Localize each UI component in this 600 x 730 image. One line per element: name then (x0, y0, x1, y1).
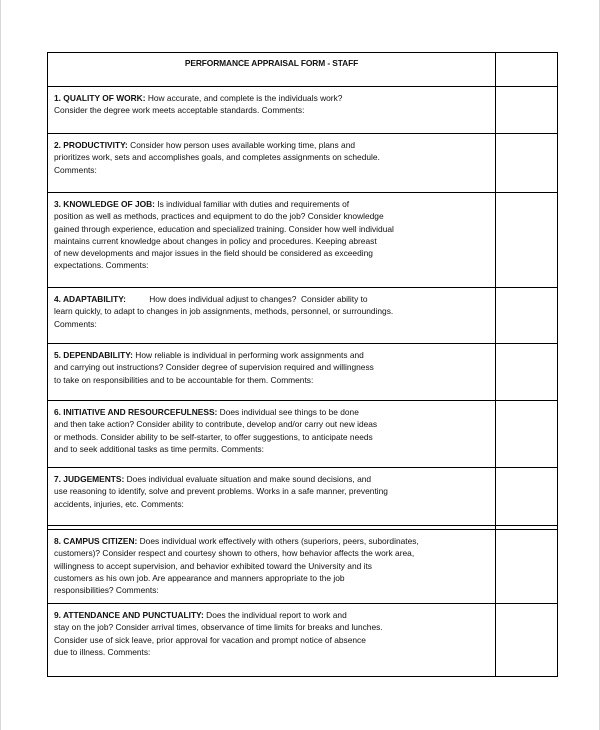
section-cell (48, 134, 496, 193)
section-heading: 6. INITIATIVE AND RESOURCEFULNESS: (54, 407, 218, 417)
section-text-line: to take on responsibilities and to be accountable for them. Comments: (54, 374, 314, 385)
section-text-line: Does individual evaluate situation and make sound decisions, and (124, 474, 372, 484)
rating-cell[interactable] (496, 134, 558, 193)
section-text-line: How does individual adjust to changes? Consider ability to (125, 294, 368, 304)
section-productivity (48, 134, 495, 176)
section-row (48, 530, 558, 604)
section-text-line: and carrying out instructions? Consider degree of supervision required and willingness (54, 362, 374, 373)
section-text-line: and to seek additional tasks as time permits. Comments: (54, 443, 264, 454)
section-judgements (48, 468, 495, 510)
section-row (48, 134, 558, 193)
section-text-line: accidents, injuries, etc. Comments: (54, 498, 184, 509)
section-initiative (48, 401, 495, 455)
section-text-line: Does individual see things to be done (217, 407, 359, 417)
rating-cell[interactable] (496, 344, 558, 401)
section-heading: 7. JUDGEMENTS: (54, 474, 125, 484)
section-cell (48, 288, 496, 344)
rating-cell[interactable] (496, 468, 558, 526)
section-heading: 5. DEPENDABILITY: (54, 350, 133, 360)
section-row (48, 604, 558, 677)
section-heading: 2. PRODUCTIVITY: (54, 140, 128, 150)
section-text-line: How accurate, and complete is the individuals work? (145, 93, 343, 103)
section-text-line: responsibilities? Comments: (54, 585, 159, 596)
section-cell (48, 344, 496, 401)
rating-cell[interactable] (496, 530, 558, 604)
title-cell (48, 53, 496, 87)
section-text-line: prioritizes work, sets and accomplishes goals, and completes assignments on schedule. (54, 152, 380, 163)
section-text-line: due to illness. Comments: (54, 646, 151, 657)
section-text-line: of new developments and major issues in the field should be considered as exceeding (54, 248, 373, 259)
section-text-line: stay on the job? Consider arrival times, observance of time limits for breaks and lunches. (54, 622, 383, 633)
section-heading: 8. CAMPUS CITIZEN: (54, 536, 138, 546)
page-edge-left (0, 0, 1, 730)
section-heading: 9. ATTENDANCE AND PUNCTUALITY: (54, 610, 204, 620)
section-knowledge-of-job (48, 193, 495, 272)
section-attendance (48, 604, 495, 658)
section-row (48, 87, 558, 134)
section-row (48, 193, 558, 288)
rating-cell[interactable] (496, 193, 558, 288)
section-text-line: Does the individual report to work and (203, 610, 347, 620)
section-text-line: Consider the degree work meets acceptable standards. Comments: (54, 105, 305, 116)
section-text-line: learn quickly, to adapt to changes in job assignments, methods, personnel, or surroundings. (54, 306, 394, 317)
section-text-line: Consider use of sick leave, prior approval for vacation and prompt notice of absence (54, 634, 366, 645)
rating-cell[interactable] (496, 401, 558, 468)
appraisal-form-table (47, 52, 558, 677)
rating-cell[interactable] (496, 288, 558, 344)
section-dependability (48, 344, 495, 386)
section-text-line: gained through experience, education and specialized training. Consider how well individual (54, 223, 394, 234)
title-row (48, 53, 558, 87)
section-text-line: Comments: (54, 318, 97, 329)
section-heading: 3. KNOWLEDGE OF JOB: (54, 199, 155, 209)
section-text-line: Does individual work effectively with others (superiors, peers, subordinates, (137, 536, 419, 546)
section-text-line: Comments: (54, 164, 97, 175)
section-text-line: use reasoning to identify, solve and prevent problems. Works in a safe manner, preventing (54, 486, 388, 497)
section-cell (48, 468, 496, 526)
section-text-line: Is individual familiar with duties and requirements of (154, 199, 350, 209)
section-heading: 4. ADAPTABILITY: (54, 294, 126, 304)
section-text-line: Consider how person uses available working time, plans and (127, 140, 356, 150)
section-text-line: customers)? Consider respect and courtesy shown to others, how behavior affects the work area, (54, 548, 415, 559)
section-text-line: expectations. Comments: (54, 260, 149, 271)
rating-cell[interactable] (496, 53, 558, 87)
section-row (48, 344, 558, 401)
section-text-line: willingness to accept supervision, and behavior exhibited toward the University and its (54, 560, 372, 571)
section-row (48, 468, 558, 526)
section-cell (48, 193, 496, 288)
section-text-line: and then take action? Consider ability to contribute, develop and/or carry out new ideas (54, 419, 378, 430)
section-row (48, 288, 558, 344)
section-cell (48, 401, 496, 468)
section-campus-citizen (48, 530, 495, 596)
section-text-line: or methods. Consider ability to be self-starter, to offer suggestions, to anticipate needs (54, 431, 373, 442)
section-cell (48, 530, 496, 604)
section-text-line: customers as his own job. Are appearance and manners appropriate to the job (54, 572, 345, 583)
section-text-line: maintains current knowledge about changes in policy and procedures. Keeping abreast (54, 235, 377, 246)
section-adaptability (48, 288, 495, 330)
section-text-line: position as well as methods, practices and equipment to do the job? Consider knowledge (54, 211, 384, 222)
rating-cell[interactable] (496, 604, 558, 677)
form-title: PERFORMANCE APPRAISAL FORM - STAFF (184, 58, 359, 68)
section-quality-of-work (48, 87, 495, 117)
rating-cell[interactable] (496, 87, 558, 134)
section-heading: 1. QUALITY OF WORK: (54, 93, 146, 103)
section-text-line: How reliable is individual in performing work assignments and (132, 350, 364, 360)
section-row (48, 401, 558, 468)
section-cell (48, 87, 496, 134)
section-cell (48, 604, 496, 677)
